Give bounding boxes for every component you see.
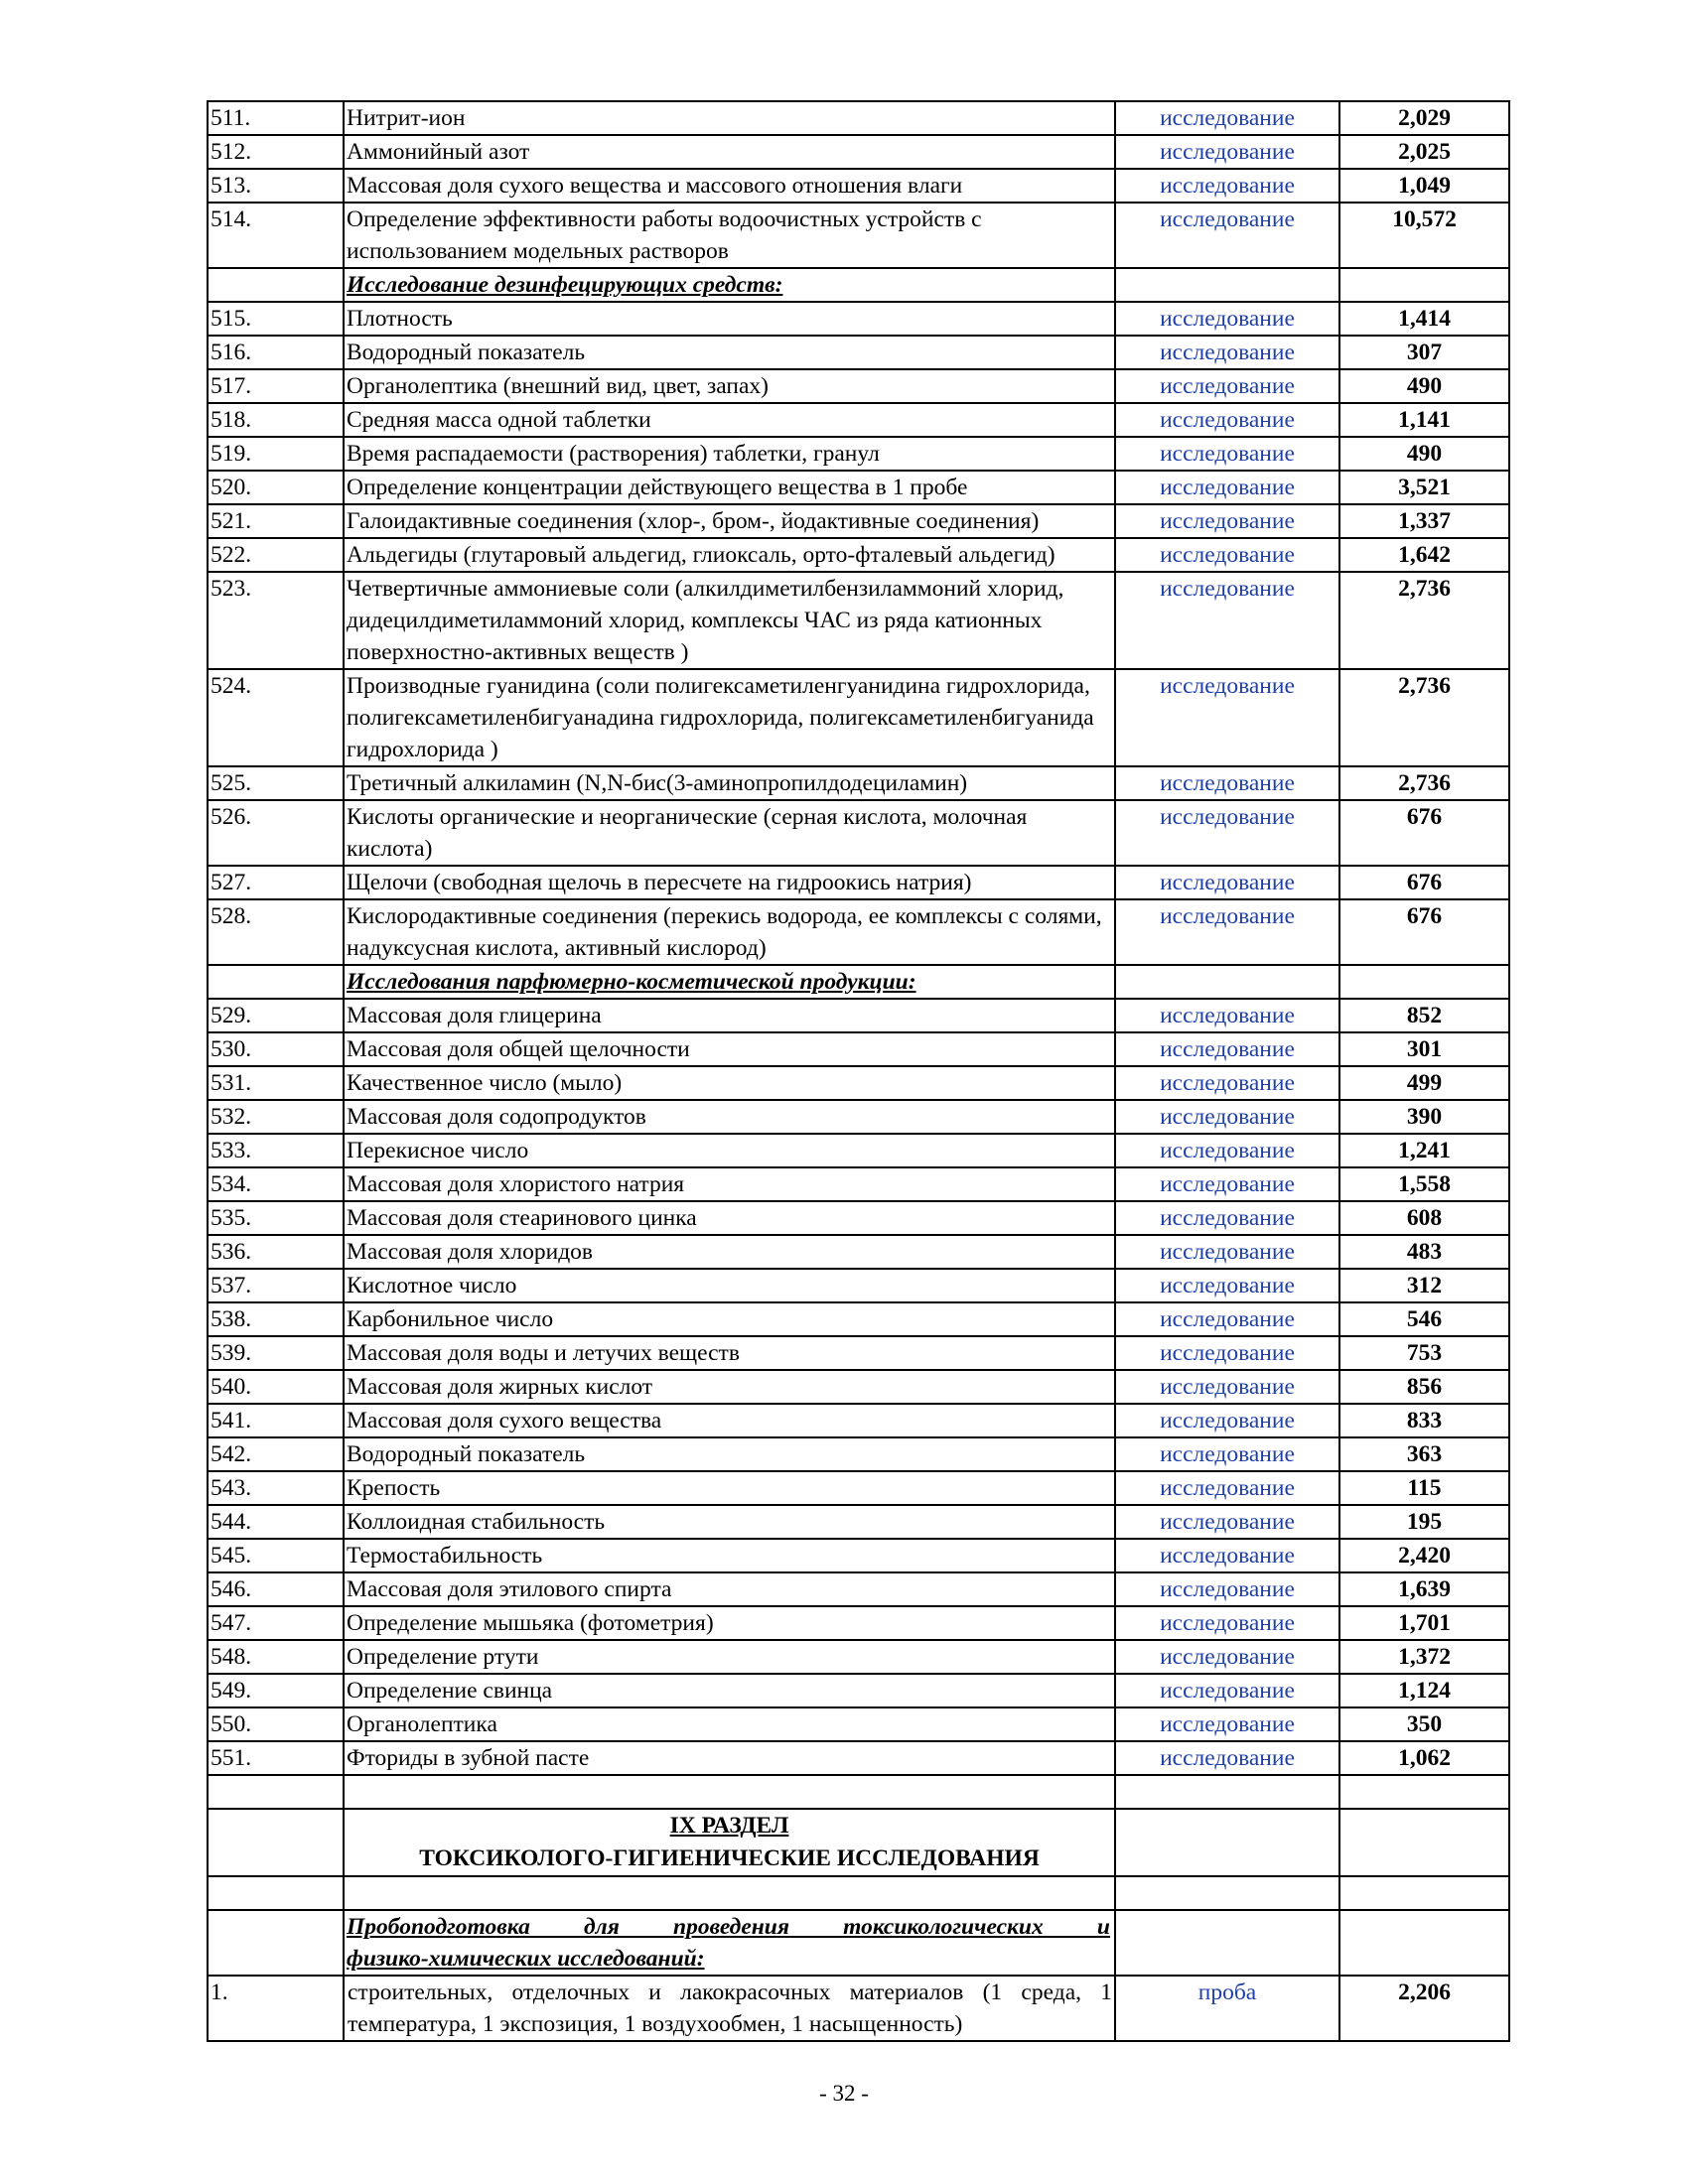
row-unit: исследование [1115,1134,1339,1167]
row-number: 513. [208,169,344,203]
row-unit: исследование [1115,1437,1339,1471]
row-price: 833 [1339,1404,1509,1437]
row-price: 546 [1339,1302,1509,1336]
row-price: 608 [1339,1201,1509,1235]
row-unit: исследование [1115,336,1339,369]
row-name-line1: строительных, отделочных и лакокрасочных материалов (1 среда, 1 [348,1979,1112,2005]
row-name: Определение ртути [344,1640,1115,1674]
row-price: 2,420 [1339,1539,1509,1572]
row-unit: исследование [1115,1741,1339,1775]
table-row [208,1134,1509,1167]
table-row [208,471,1509,504]
section-header-row [208,1809,1509,1876]
row-price: 753 [1339,1336,1509,1370]
row-unit: исследование [1115,437,1339,471]
row-number: 524. [208,669,344,766]
row-price: 312 [1339,1269,1509,1302]
row-price: 1,372 [1339,1640,1509,1674]
row-name: Третичный алкиламин (N,N-бис(3-аминопропилдодециламин) [344,766,1115,800]
row-price: 1,124 [1339,1674,1509,1707]
table-row [208,1674,1509,1707]
row-name: Определение концентрации действующего вещества в 1 пробе [344,471,1115,504]
row-number: 537. [208,1269,344,1302]
row-name: Четвертичные аммониевые соли (алкилдиметилбензиламмоний хлорид, дидецилдиметиламмоний хлорид, комплексы ЧАС из ряда катионных поверхностно-активных веществ ) [344,572,1115,669]
heading-cosmetic-row [208,965,1509,999]
row-name: Коллоидная стабильность [344,1505,1115,1539]
row-unit: исследование [1115,302,1339,336]
table-row [208,1167,1509,1201]
row-price: 10,572 [1339,203,1509,268]
row-number: 521. [208,504,344,538]
row-unit: исследование [1115,866,1339,899]
row-price: 390 [1339,1100,1509,1134]
row-number: 516. [208,336,344,369]
row-number: 545. [208,1539,344,1572]
table-row [208,1505,1509,1539]
row-price: 1,337 [1339,504,1509,538]
row-unit: исследование [1115,1674,1339,1707]
row-unit: исследование [1115,1269,1339,1302]
row-unit: исследование [1115,403,1339,437]
row-name: Массовая доля сухого вещества и массового отношения влаги [344,169,1115,203]
row-name: Массовая доля хлоридов [344,1235,1115,1269]
row-unit: исследование [1115,135,1339,169]
row-price: 852 [1339,999,1509,1032]
row-name: Массовая доля сухого вещества [344,1404,1115,1437]
table-row [208,1471,1509,1505]
table-row [208,1336,1509,1370]
row-price: 363 [1339,1437,1509,1471]
row-number: 523. [208,572,344,669]
row-name: Определение мышьяка (фотометрия) [344,1606,1115,1640]
row-number: 547. [208,1606,344,1640]
table-row [208,800,1509,866]
row-price: 1,062 [1339,1741,1509,1775]
rows-disinfect [208,302,1509,965]
row-name: Крепость [344,1471,1115,1505]
heading-sample-prep [344,1910,1115,1976]
table-row [208,1269,1509,1302]
row-name: Определение свинца [344,1674,1115,1707]
row-number: 546. [208,1572,344,1606]
row-price: 2,736 [1339,669,1509,766]
row-price: 1,241 [1339,1134,1509,1167]
row-unit: исследование [1115,1471,1339,1505]
row-unit: исследование [1115,1235,1339,1269]
empty-row [208,1876,1509,1910]
row-number: 538. [208,1302,344,1336]
row-number: 542. [208,1437,344,1471]
table-row [208,1707,1509,1741]
row-price: 1,414 [1339,302,1509,336]
table-row [208,899,1509,965]
row-price: 499 [1339,1066,1509,1100]
row-unit: исследование [1115,899,1339,965]
row-name: Галоидактивные соединения (хлор-, бром-, йодактивные соединения) [344,504,1115,538]
row-number: 549. [208,1674,344,1707]
row-number: 548. [208,1640,344,1674]
row-name: Плотность [344,302,1115,336]
row-name: Альдегиды (глутаровый альдегид, глиоксаль, орто-фталевый альдегид) [344,538,1115,572]
row-price: 301 [1339,1032,1509,1066]
row-price: 1,701 [1339,1606,1509,1640]
row-unit: исследование [1115,1100,1339,1134]
table-row [208,403,1509,437]
row-price: 676 [1339,899,1509,965]
row-number: 522. [208,538,344,572]
table-row [208,336,1509,369]
row-unit: исследование [1115,1572,1339,1606]
row-name: Карбонильное число [344,1302,1115,1336]
row-number: 526. [208,800,344,866]
row-number: 518. [208,403,344,437]
row-price: 3,521 [1339,471,1509,504]
heading-sample-prep-line1: Пробоподготовка для проведения токсикологических и [347,1914,1110,1940]
row-name: Определение эффективности работы водоочистных устройств с использованием модельных растворов [344,203,1115,268]
row-price: 350 [1339,1707,1509,1741]
row-unit: исследование [1115,1404,1339,1437]
row-name: Щелочи (свободная щелочь в пересчете на гидроокись натрия) [344,866,1115,899]
row-number: 528. [208,899,344,965]
row-number: 534. [208,1167,344,1201]
heading-disinfect-row [208,268,1509,302]
row-number: 550. [208,1707,344,1741]
row-number: 544. [208,1505,344,1539]
row-name: Массовая доля стеаринового цинка [344,1201,1115,1235]
table-row [208,1370,1509,1404]
row-price: 1,558 [1339,1167,1509,1201]
row-number: 535. [208,1201,344,1235]
section-block [208,1775,1509,2041]
table-row [208,1572,1509,1606]
row-name: Кислородактивные соединения (перекись водорода, ее комплексы с солями, надуксусная кислота, активный кислород) [344,899,1115,965]
table-row [208,169,1509,203]
row-number: 517. [208,369,344,403]
row-price: 2,206 [1339,1976,1509,2041]
row-name: Массовая доля содопродуктов [344,1100,1115,1134]
row-price: 1,141 [1339,403,1509,437]
row-number: 527. [208,866,344,899]
row-number: 541. [208,1404,344,1437]
table-row [208,1235,1509,1269]
row-price: 307 [1339,336,1509,369]
row-price: 1,639 [1339,1572,1509,1606]
row-price: 856 [1339,1370,1509,1404]
table-row [208,1032,1509,1066]
table-row [208,538,1509,572]
row-number: 514. [208,203,344,268]
table-row [208,203,1509,268]
row-price: 2,736 [1339,766,1509,800]
row-unit: исследование [1115,800,1339,866]
table-row [208,1741,1509,1775]
row-price: 195 [1339,1505,1509,1539]
row-unit: исследование [1115,1167,1339,1201]
row-unit: исследование [1115,1336,1339,1370]
row-number: 536. [208,1235,344,1269]
row-unit: исследование [1115,101,1339,135]
row-number: 520. [208,471,344,504]
row-name: Средняя масса одной таблетки [344,403,1115,437]
row-unit: исследование [1115,1302,1339,1336]
row-name: Время распадаемости (растворения) таблетки, гранул [344,437,1115,471]
table-row [208,1100,1509,1134]
page-number: - 32 - [819,2081,869,2106]
row-price: 483 [1339,1235,1509,1269]
row-name: Нитрит-ион [344,101,1115,135]
row-name: Массовая доля хлористого натрия [344,1167,1115,1201]
row-unit: исследование [1115,669,1339,766]
row-unit: исследование [1115,1539,1339,1572]
row-name: Массовая доля жирных кислот [344,1370,1115,1404]
price-list-page [207,100,1508,2042]
row-unit: исследование [1115,471,1339,504]
table-row [208,766,1509,800]
table-row [208,369,1509,403]
row-number: 519. [208,437,344,471]
row-name: Водородный показатель [344,336,1115,369]
heading-disinfect: Исследование дезинфецирующих средств: [344,268,1115,302]
price-table [207,100,1510,2042]
row-name: Производные гуанидина (соли полигексаметиленгуанидина гидрохлорида, полигексаметиленбигуанадина гидрохлорида, полигексаметиленбигуанида гидрохлорида ) [344,669,1115,766]
row-name: Кислоты органические и неорганические (серная кислота, молочная кислота) [344,800,1115,866]
heading-sample-prep-row [208,1910,1509,1976]
table-row [208,1302,1509,1336]
row-unit: исследование [1115,1032,1339,1066]
row-unit: исследование [1115,1606,1339,1640]
table-row [208,1539,1509,1572]
row-unit: исследование [1115,572,1339,669]
row-number: 529. [208,999,344,1032]
row-number: 540. [208,1370,344,1404]
section-title-box [344,1809,1115,1876]
row-name: Перекисное число [344,1134,1115,1167]
row-name: Водородный показатель [344,1437,1115,1471]
table-row [208,1640,1509,1674]
row-unit: исследование [1115,1201,1339,1235]
row-number: 551. [208,1741,344,1775]
row-unit: исследование [1115,369,1339,403]
row-name [344,1976,1115,2041]
row-name-line2: температура, 1 экспозиция, 1 воздухообмен, 1 насыщенность) [348,2011,963,2037]
row-number: 515. [208,302,344,336]
row-price: 2,029 [1339,101,1509,135]
row-number: 532. [208,1100,344,1134]
row-unit: исследование [1115,999,1339,1032]
table-row [208,1404,1509,1437]
row-unit: исследование [1115,1707,1339,1741]
row-number: 533. [208,1134,344,1167]
row-name: Массовая доля этилового спирта [344,1572,1115,1606]
table-row [208,1066,1509,1100]
empty-row [208,1775,1509,1809]
row-name: Массовая доля общей щелочности [344,1032,1115,1066]
table-row [208,1437,1509,1471]
row-number: 1. [208,1976,344,2041]
row-name: Аммонийный азот [344,135,1115,169]
row-number: 525. [208,766,344,800]
section-title: IX РАЗДЕЛ [669,1813,789,1839]
row-price: 490 [1339,437,1509,471]
row-name: Массовая доля глицерина [344,999,1115,1032]
row-price: 115 [1339,1471,1509,1505]
row-name: Термостабильность [344,1539,1115,1572]
row-name: Кислотное число [344,1269,1115,1302]
row-price: 1,049 [1339,169,1509,203]
row-name: Органолептика (внешний вид, цвет, запах) [344,369,1115,403]
heading-sample-prep-line2: физико-химических исследований: [347,1946,705,1972]
row-unit: исследование [1115,766,1339,800]
row-unit: исследование [1115,203,1339,268]
row-price: 490 [1339,369,1509,403]
row-number: 543. [208,1471,344,1505]
table-row [208,572,1509,669]
row-price: 2,025 [1339,135,1509,169]
row-name: Фториды в зубной пасте [344,1741,1115,1775]
row-name: Массовая доля воды и летучих веществ [344,1336,1115,1370]
row-unit: исследование [1115,538,1339,572]
row-unit: проба [1115,1976,1339,2041]
row-number: 511. [208,101,344,135]
row-unit: исследование [1115,1640,1339,1674]
row-unit: исследование [1115,1370,1339,1404]
heading-cosmetic: Исследования парфюмерно-косметической продукции: [344,965,1115,999]
table-row [208,1606,1509,1640]
table-row [208,866,1509,899]
row-name: Качественное число (мыло) [344,1066,1115,1100]
rows-water [208,101,1509,268]
row-unit: исследование [1115,504,1339,538]
table-row [208,135,1509,169]
row-price: 2,736 [1339,572,1509,669]
row-price: 676 [1339,800,1509,866]
row-number: 530. [208,1032,344,1066]
row-unit: исследование [1115,1505,1339,1539]
table-row [208,101,1509,135]
table-row [208,1201,1509,1235]
row-unit: исследование [1115,169,1339,203]
table-row [208,669,1509,766]
row-unit: исследование [1115,1066,1339,1100]
section-subtitle: ТОКСИКОЛОГО-ГИГИЕНИЧЕСКИЕ ИССЛЕДОВАНИЯ [419,1845,1040,1871]
row-price: 676 [1339,866,1509,899]
row-number: 531. [208,1066,344,1100]
row-number: 512. [208,135,344,169]
row-number: 539. [208,1336,344,1370]
table-row [208,302,1509,336]
table-row [208,1976,1509,2041]
table-row [208,437,1509,471]
table-row [208,504,1509,538]
row-name: Органолептика [344,1707,1115,1741]
rows-cosmetic [208,999,1509,1775]
table-row [208,999,1509,1032]
row-price: 1,642 [1339,538,1509,572]
